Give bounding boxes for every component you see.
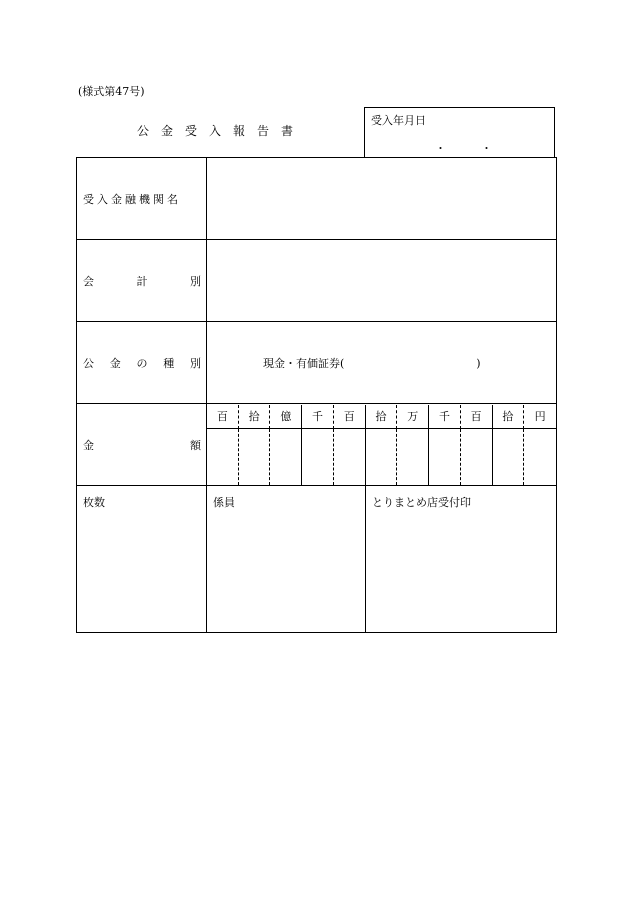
report-form-table [76, 157, 557, 633]
amount-label-char: 金 [83, 438, 94, 452]
amount-unit-header: 百 [334, 405, 366, 429]
amount-digit-input[interactable] [397, 429, 429, 485]
fund-type-label-cell [77, 322, 207, 404]
amount-unit-header: 百 [207, 405, 239, 429]
date-separator-2: ・ [481, 142, 492, 155]
amount-grid-cell [207, 404, 557, 486]
amount-unit-header: 千 [302, 405, 334, 429]
form-title: 公金受入報告書 [136, 124, 305, 138]
clerk-label: 係員 [213, 496, 235, 509]
fund-type-row [77, 322, 557, 404]
fund-type-label-char: 公 [83, 356, 94, 370]
accounting-label-char: 会 [83, 274, 94, 288]
amount-unit-header: 億 [270, 405, 302, 429]
institution-row [77, 158, 557, 240]
amount-label-char: 額 [190, 438, 201, 452]
form-number: (様式第47号) [78, 85, 145, 98]
accounting-row [77, 240, 557, 322]
amount-unit-header: 円 [524, 405, 556, 429]
amount-label-cell [77, 404, 207, 486]
fund-type-input-cell[interactable] [207, 322, 557, 404]
accounting-label-cell [77, 240, 207, 322]
institution-label-cell [77, 158, 207, 240]
stamp-label: とりまとめ店受付印 [372, 496, 471, 509]
amount-digit-input[interactable] [524, 429, 556, 485]
amount-digit-input[interactable] [493, 429, 525, 485]
fund-type-label-char: 金 [109, 356, 121, 370]
amount-digit-input[interactable] [334, 429, 366, 485]
amount-digit-input[interactable] [366, 429, 398, 485]
fund-type-value: 現金・有価証券( ) [263, 356, 481, 370]
institution-label: 受入金融機関名 [83, 192, 181, 206]
amount-unit-header: 拾 [493, 405, 525, 429]
amount-digit-grid [207, 405, 556, 485]
amount-unit-header: 拾 [366, 405, 398, 429]
receipt-date-label: 受入年月日 [371, 114, 426, 127]
fund-type-label-char: 種 [163, 356, 175, 370]
amount-digit-input[interactable] [270, 429, 302, 485]
clerk-cell[interactable] [207, 486, 366, 633]
count-label: 枚数 [83, 496, 105, 509]
amount-unit-header: 千 [429, 405, 461, 429]
accounting-input-cell[interactable] [207, 240, 557, 322]
receipt-date-box[interactable] [364, 107, 555, 158]
stamp-cell[interactable] [366, 486, 557, 633]
accounting-label-char: 計 [136, 274, 148, 288]
fund-type-label-char: 別 [190, 356, 201, 370]
institution-input-cell[interactable] [207, 158, 557, 240]
amount-unit-header: 万 [397, 405, 429, 429]
amount-digit-input[interactable] [239, 429, 271, 485]
signature-row [77, 486, 557, 633]
amount-row [77, 404, 557, 486]
amount-digit-input[interactable] [302, 429, 334, 485]
count-cell[interactable] [77, 486, 207, 633]
amount-digit-input[interactable] [429, 429, 461, 485]
amount-digit-input[interactable] [207, 429, 239, 485]
amount-unit-header: 拾 [239, 405, 271, 429]
fund-type-label-char: の [136, 356, 148, 370]
amount-unit-header: 百 [461, 405, 493, 429]
date-separator-1: ・ [435, 142, 446, 155]
accounting-label-char: 別 [190, 274, 201, 288]
amount-digit-input[interactable] [461, 429, 493, 485]
